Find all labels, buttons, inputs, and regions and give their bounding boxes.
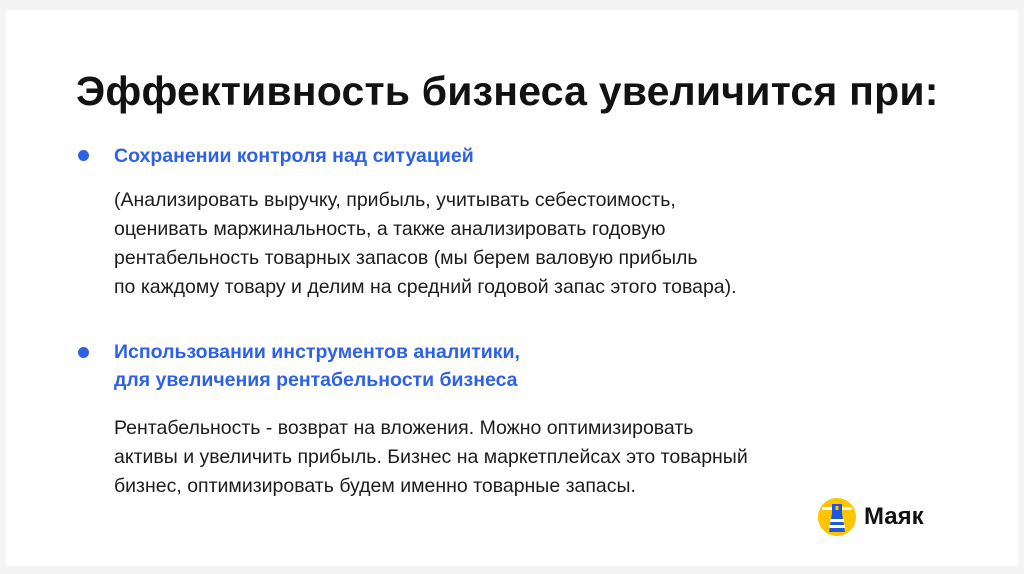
body-line: (Анализировать выручку, прибыль, учитывать себестоимость, xyxy=(114,189,676,211)
section-heading xyxy=(114,338,520,394)
body-line: активы и увеличить прибыль. Бизнес на маркетплейсах это товарный xyxy=(114,446,748,468)
body-line: Рентабельность - возврат на вложения. Можно оптимизировать xyxy=(114,417,694,439)
section-body xyxy=(114,414,748,501)
section-heading-line: Сохранении контроля над ситуацией xyxy=(114,145,474,167)
body-line: по каждому товару и делим на средний годовой запас этого товара). xyxy=(114,276,737,298)
logo-text: Маяк xyxy=(864,503,924,530)
body-line: бизнес, оптимизировать будем именно товарные запасы. xyxy=(114,475,636,497)
bullet-dot xyxy=(78,150,89,161)
slide-title: Эффективность бизнеса увеличится при: xyxy=(76,68,939,114)
slide xyxy=(6,10,1018,566)
body-line: рентабельность товарных запасов (мы берем валовую прибыль xyxy=(114,247,698,269)
section-heading xyxy=(114,142,474,170)
section-heading-line: для увеличения рентабельности бизнеса xyxy=(114,369,518,391)
section-body xyxy=(114,186,737,302)
bullet-dot xyxy=(78,347,89,358)
section-heading-line: Использовании инструментов аналитики, xyxy=(114,341,520,363)
body-line: оценивать маржинальность, а также анализировать годовую xyxy=(114,218,666,240)
lighthouse-icon xyxy=(818,498,856,536)
brand-logo xyxy=(818,498,924,536)
